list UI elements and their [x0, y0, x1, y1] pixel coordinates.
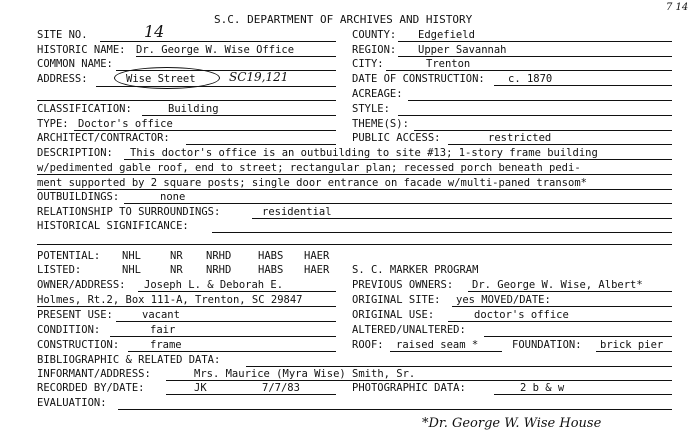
- owner-label: OWNER/ADDRESS:: [37, 279, 126, 291]
- potential-label: POTENTIAL:: [37, 250, 101, 262]
- style-underline: [398, 115, 672, 116]
- style-label: STYLE:: [352, 103, 390, 115]
- original-use-underline: [448, 321, 672, 322]
- construction-label: CONSTRUCTION:: [37, 339, 120, 351]
- previous-owners-label: PREVIOUS OWNERS:: [352, 279, 454, 291]
- address-label: ADDRESS:: [37, 73, 88, 85]
- public-access-underline: [448, 144, 672, 145]
- informant-value: Mrs. Maurice (Myra Wise) Smith, Sr.: [194, 368, 416, 380]
- potential-nrhd: NRHD: [206, 250, 232, 262]
- photographic-underline: [494, 394, 672, 395]
- condition-value: fair: [150, 324, 176, 336]
- type-label: TYPE:: [37, 118, 69, 130]
- date-construction-value: c. 1870: [508, 73, 553, 85]
- county-value: Edgefield: [418, 29, 475, 41]
- roof-underline: [390, 351, 502, 352]
- architect-underline: [186, 144, 336, 145]
- recorded-label: RECORDED BY/DATE:: [37, 382, 145, 394]
- description-underline-2: [37, 174, 672, 175]
- outbuildings-label: OUTBUILDINGS:: [37, 191, 120, 203]
- original-site-label: ORIGINAL SITE:: [352, 294, 441, 306]
- description-line-2: w/pedimented gable roof, end to street; rectangular plan; recessed porch beneath pedi-: [37, 162, 581, 174]
- description-underline-3: [37, 189, 672, 190]
- bibliographic-label: BIBLIOGRAPHIC & RELATED DATA:: [37, 354, 221, 366]
- region-label: REGION:: [352, 44, 397, 56]
- type-underline: [74, 130, 336, 131]
- themes-label: THEME(S):: [352, 118, 409, 130]
- bibliographic-underline: [246, 366, 672, 367]
- city-value: Trenton: [426, 58, 471, 70]
- themes-underline: [414, 130, 672, 131]
- owner-underline-1: [138, 291, 336, 292]
- condition-label: CONDITION:: [37, 324, 101, 336]
- original-use-label: ORIGINAL USE:: [352, 309, 435, 321]
- listed-nrhd: NRHD: [206, 264, 232, 276]
- relationship-label: RELATIONSHIP TO SURROUNDINGS:: [37, 206, 221, 218]
- photographic-value: 2 b & w: [520, 382, 565, 394]
- classification-value: Building: [168, 103, 219, 115]
- present-use-underline: [116, 321, 336, 322]
- section-divider-bottom: [37, 244, 672, 245]
- evaluation-label: EVALUATION:: [37, 397, 107, 409]
- recorded-by-value: JK: [194, 382, 207, 394]
- description-line-3: ment supported by 2 square posts; single door entrance on facade w/multi-paned transom*: [37, 177, 587, 189]
- listed-nr: NR: [170, 264, 183, 276]
- condition-underline: [110, 336, 336, 337]
- present-use-label: PRESENT USE:: [37, 309, 113, 321]
- roof-value: raised seam *: [396, 339, 479, 351]
- description-underline-1: [124, 159, 672, 160]
- region-underline: [398, 56, 672, 57]
- county-underline: [398, 41, 672, 42]
- county-label: COUNTY:: [352, 29, 397, 41]
- listed-habs: HABS: [258, 264, 284, 276]
- construction-underline: [128, 351, 336, 352]
- public-access-value: restricted: [488, 132, 552, 144]
- listed-haer: HAER: [304, 264, 330, 276]
- outbuildings-value: none: [160, 191, 186, 203]
- construction-value: frame: [150, 339, 182, 351]
- form-header: S.C. DEPARTMENT OF ARCHIVES AND HISTORY: [214, 13, 473, 26]
- previous-owners-value: Dr. George W. Wise, Albert*: [472, 279, 643, 291]
- relationship-underline: [252, 218, 672, 219]
- potential-haer: HAER: [304, 250, 330, 262]
- photographic-label: PHOTOGRAPHIC DATA:: [352, 382, 466, 394]
- previous-owners-underline: [468, 291, 672, 292]
- public-access-label: PUBLIC ACCESS:: [352, 132, 441, 144]
- potential-nr: NR: [170, 250, 183, 262]
- original-use-value: doctor's office: [474, 309, 569, 321]
- common-name-label: COMMON NAME:: [37, 58, 113, 70]
- address-value: Wise Street: [126, 73, 196, 85]
- foundation-value: brick pier: [600, 339, 664, 351]
- date-construction-underline: [494, 85, 672, 86]
- listed-nhl: NHL: [122, 264, 141, 276]
- recorded-underline: [166, 394, 336, 395]
- original-site-underline: [452, 306, 672, 307]
- present-use-value: vacant: [142, 309, 180, 321]
- address-underline: [96, 86, 336, 87]
- altered-label: ALTERED/UNALTERED:: [352, 324, 466, 336]
- foundation-underline: [596, 351, 672, 352]
- classification-underline: [142, 115, 336, 116]
- foundation-label: FOUNDATION:: [512, 339, 582, 351]
- potential-nhl: NHL: [122, 250, 141, 262]
- informant-label: INFORMANT/ADDRESS:: [37, 368, 151, 380]
- potential-habs: HABS: [258, 250, 284, 262]
- region-value: Upper Savannah: [418, 44, 507, 56]
- informant-underline: [166, 380, 672, 381]
- altered-underline: [484, 336, 672, 337]
- acreage-label: ACREAGE:: [352, 88, 403, 100]
- type-value: Doctor's office: [78, 118, 173, 130]
- architect-label: ARCHITECT/CONTRACTOR:: [37, 132, 170, 144]
- classification-label: CLASSIFICATION:: [37, 103, 132, 115]
- footnote-handwritten: *Dr. George W. Wise House: [422, 416, 602, 431]
- address-handwritten: SC19,121: [229, 70, 289, 84]
- site-no-underline: [100, 41, 336, 42]
- historic-name-label: HISTORIC NAME:: [37, 44, 126, 56]
- evaluation-underline: [118, 409, 672, 410]
- marker-program-label: S. C. MARKER PROGRAM: [352, 264, 479, 276]
- original-site-value: yes MOVED/DATE:: [456, 294, 551, 306]
- roof-label: ROOF:: [352, 339, 384, 351]
- description-line-1: This doctor's office is an outbuilding to site #13; 1-story frame building: [130, 147, 598, 159]
- city-underline: [386, 70, 672, 71]
- listed-label: LISTED:: [37, 264, 82, 276]
- city-label: CITY:: [352, 58, 384, 70]
- description-label: DESCRIPTION:: [37, 147, 113, 159]
- owner-underline-2: [37, 306, 336, 307]
- recorded-date-value: 7/7/83: [262, 382, 300, 394]
- historic-name-value: Dr. George W. Wise Office: [136, 44, 295, 56]
- relationship-value: residential: [262, 206, 332, 218]
- historical-significance-label: HISTORICAL SIGNIFICANCE:: [37, 220, 189, 232]
- date-construction-label: DATE OF CONSTRUCTION:: [352, 73, 485, 85]
- site-no-label: SITE NO.: [37, 29, 88, 41]
- section-divider-top: [37, 100, 336, 101]
- owner-line-1: Joseph L. & Deborah E.: [144, 279, 284, 291]
- site-no-value: 14: [144, 22, 165, 41]
- owner-line-2: Holmes, Rt.2, Box 111-A, Trenton, SC 29847: [37, 294, 303, 306]
- acreage-underline: [408, 100, 672, 101]
- historical-significance-underline: [212, 232, 672, 233]
- outbuildings-underline: [124, 203, 672, 204]
- historic-name-underline: [136, 56, 336, 57]
- page-tag: 7 14: [666, 2, 689, 13]
